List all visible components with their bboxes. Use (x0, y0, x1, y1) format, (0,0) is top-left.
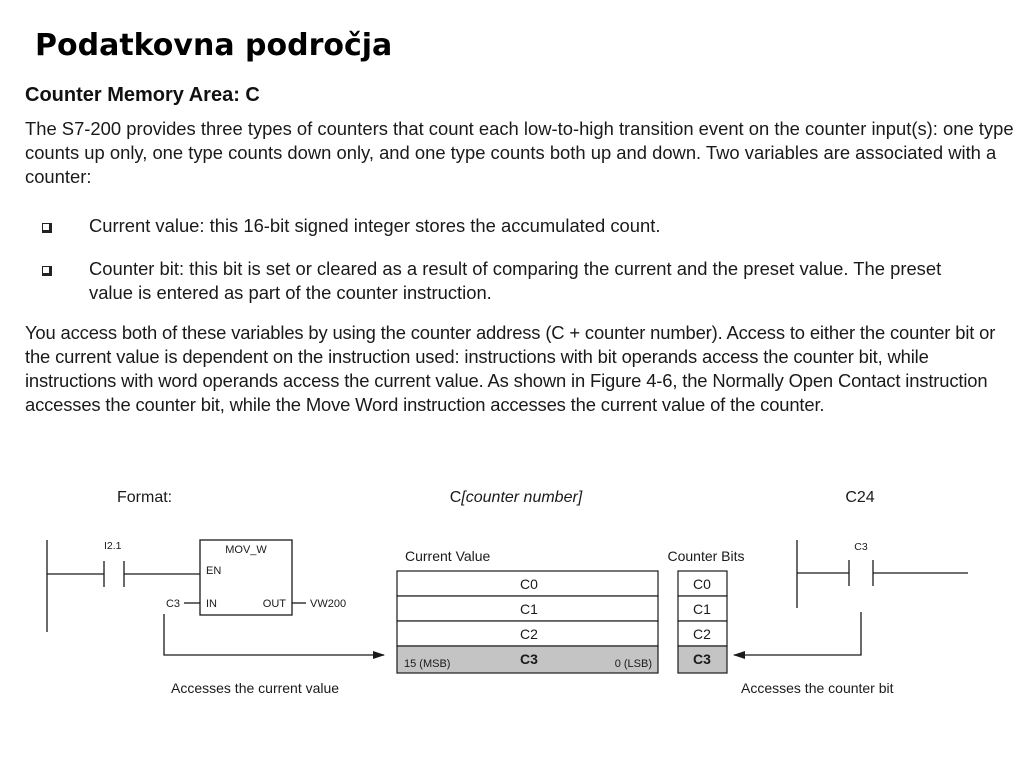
out-operand: VW200 (310, 598, 347, 610)
bullet-text: Counter bit: this bit is set or cleared as a result of comparing the current and the preset value. The preset value is entered as part of the counter instruction. (89, 258, 942, 303)
in-pin-label: IN (206, 598, 217, 610)
bit-label: C1 (693, 601, 711, 617)
slide-title: Podatkovna področja (35, 28, 393, 63)
row-label: C2 (520, 626, 538, 642)
bullet-text: Current value: this 16-bit signed integer stores the accumulated count. (89, 215, 661, 236)
body-paragraph: You access both of these variables by using the counter address (C + counter number). Access to either the counter bit or the current value is dependent on the instruction used: instructions with bit operands access the counter bit, while instructions with word operands access the current value. As shown in Figure 4-6, the Normally Open Contact instruction accesses the counter bit, while the Move Word instruction accesses the current value of the counter. (25, 322, 996, 415)
current-value-header: Current Value (405, 548, 491, 564)
bit-label: C2 (693, 626, 711, 642)
format-label: Format: (117, 489, 173, 506)
current-value-table (397, 571, 658, 673)
contact-label: I2.1 (104, 540, 122, 552)
checkbox-bullet-icon (42, 223, 52, 233)
bit-label: C0 (693, 576, 711, 592)
in-operand: C3 (165, 598, 180, 610)
example-address: C24 (845, 489, 875, 506)
counter-bit-arrow (734, 612, 861, 655)
checkbox-bullet-icon (42, 266, 52, 276)
row-label: C1 (520, 601, 538, 617)
row-label: C0 (520, 576, 538, 592)
counter-bits-header: Counter Bits (667, 548, 745, 564)
bit-label-highlight: C3 (693, 651, 711, 667)
counter-memory-figure (0, 470, 1024, 710)
counter-bit-caption: Accesses the counter bit (741, 680, 894, 696)
section-heading: Counter Memory Area: C (25, 84, 260, 106)
en-pin-label: EN (206, 565, 222, 577)
out-pin-label: OUT (262, 598, 286, 610)
msb-label: 15 (MSB) (404, 658, 451, 670)
current-value-arrow (164, 614, 384, 655)
lsb-label: 0 (LSB) (614, 658, 652, 670)
mov-w-title: MOV_W (225, 544, 267, 556)
intro-paragraph: The S7-200 provides three types of counters that count each low-to-high transition event on the counter input(s): one type counts up only, one type counts down only, and one type counts both up and down. Two variables are associated with a counter: (25, 118, 1014, 187)
right-ladder-rung (734, 540, 968, 655)
format-template: C[counter number] (449, 489, 583, 506)
row-label-highlight: C3 (520, 651, 538, 667)
counter-bits-table (678, 571, 727, 673)
contact-label: C3 (854, 541, 868, 553)
current-value-caption: Accesses the current value (171, 680, 340, 696)
